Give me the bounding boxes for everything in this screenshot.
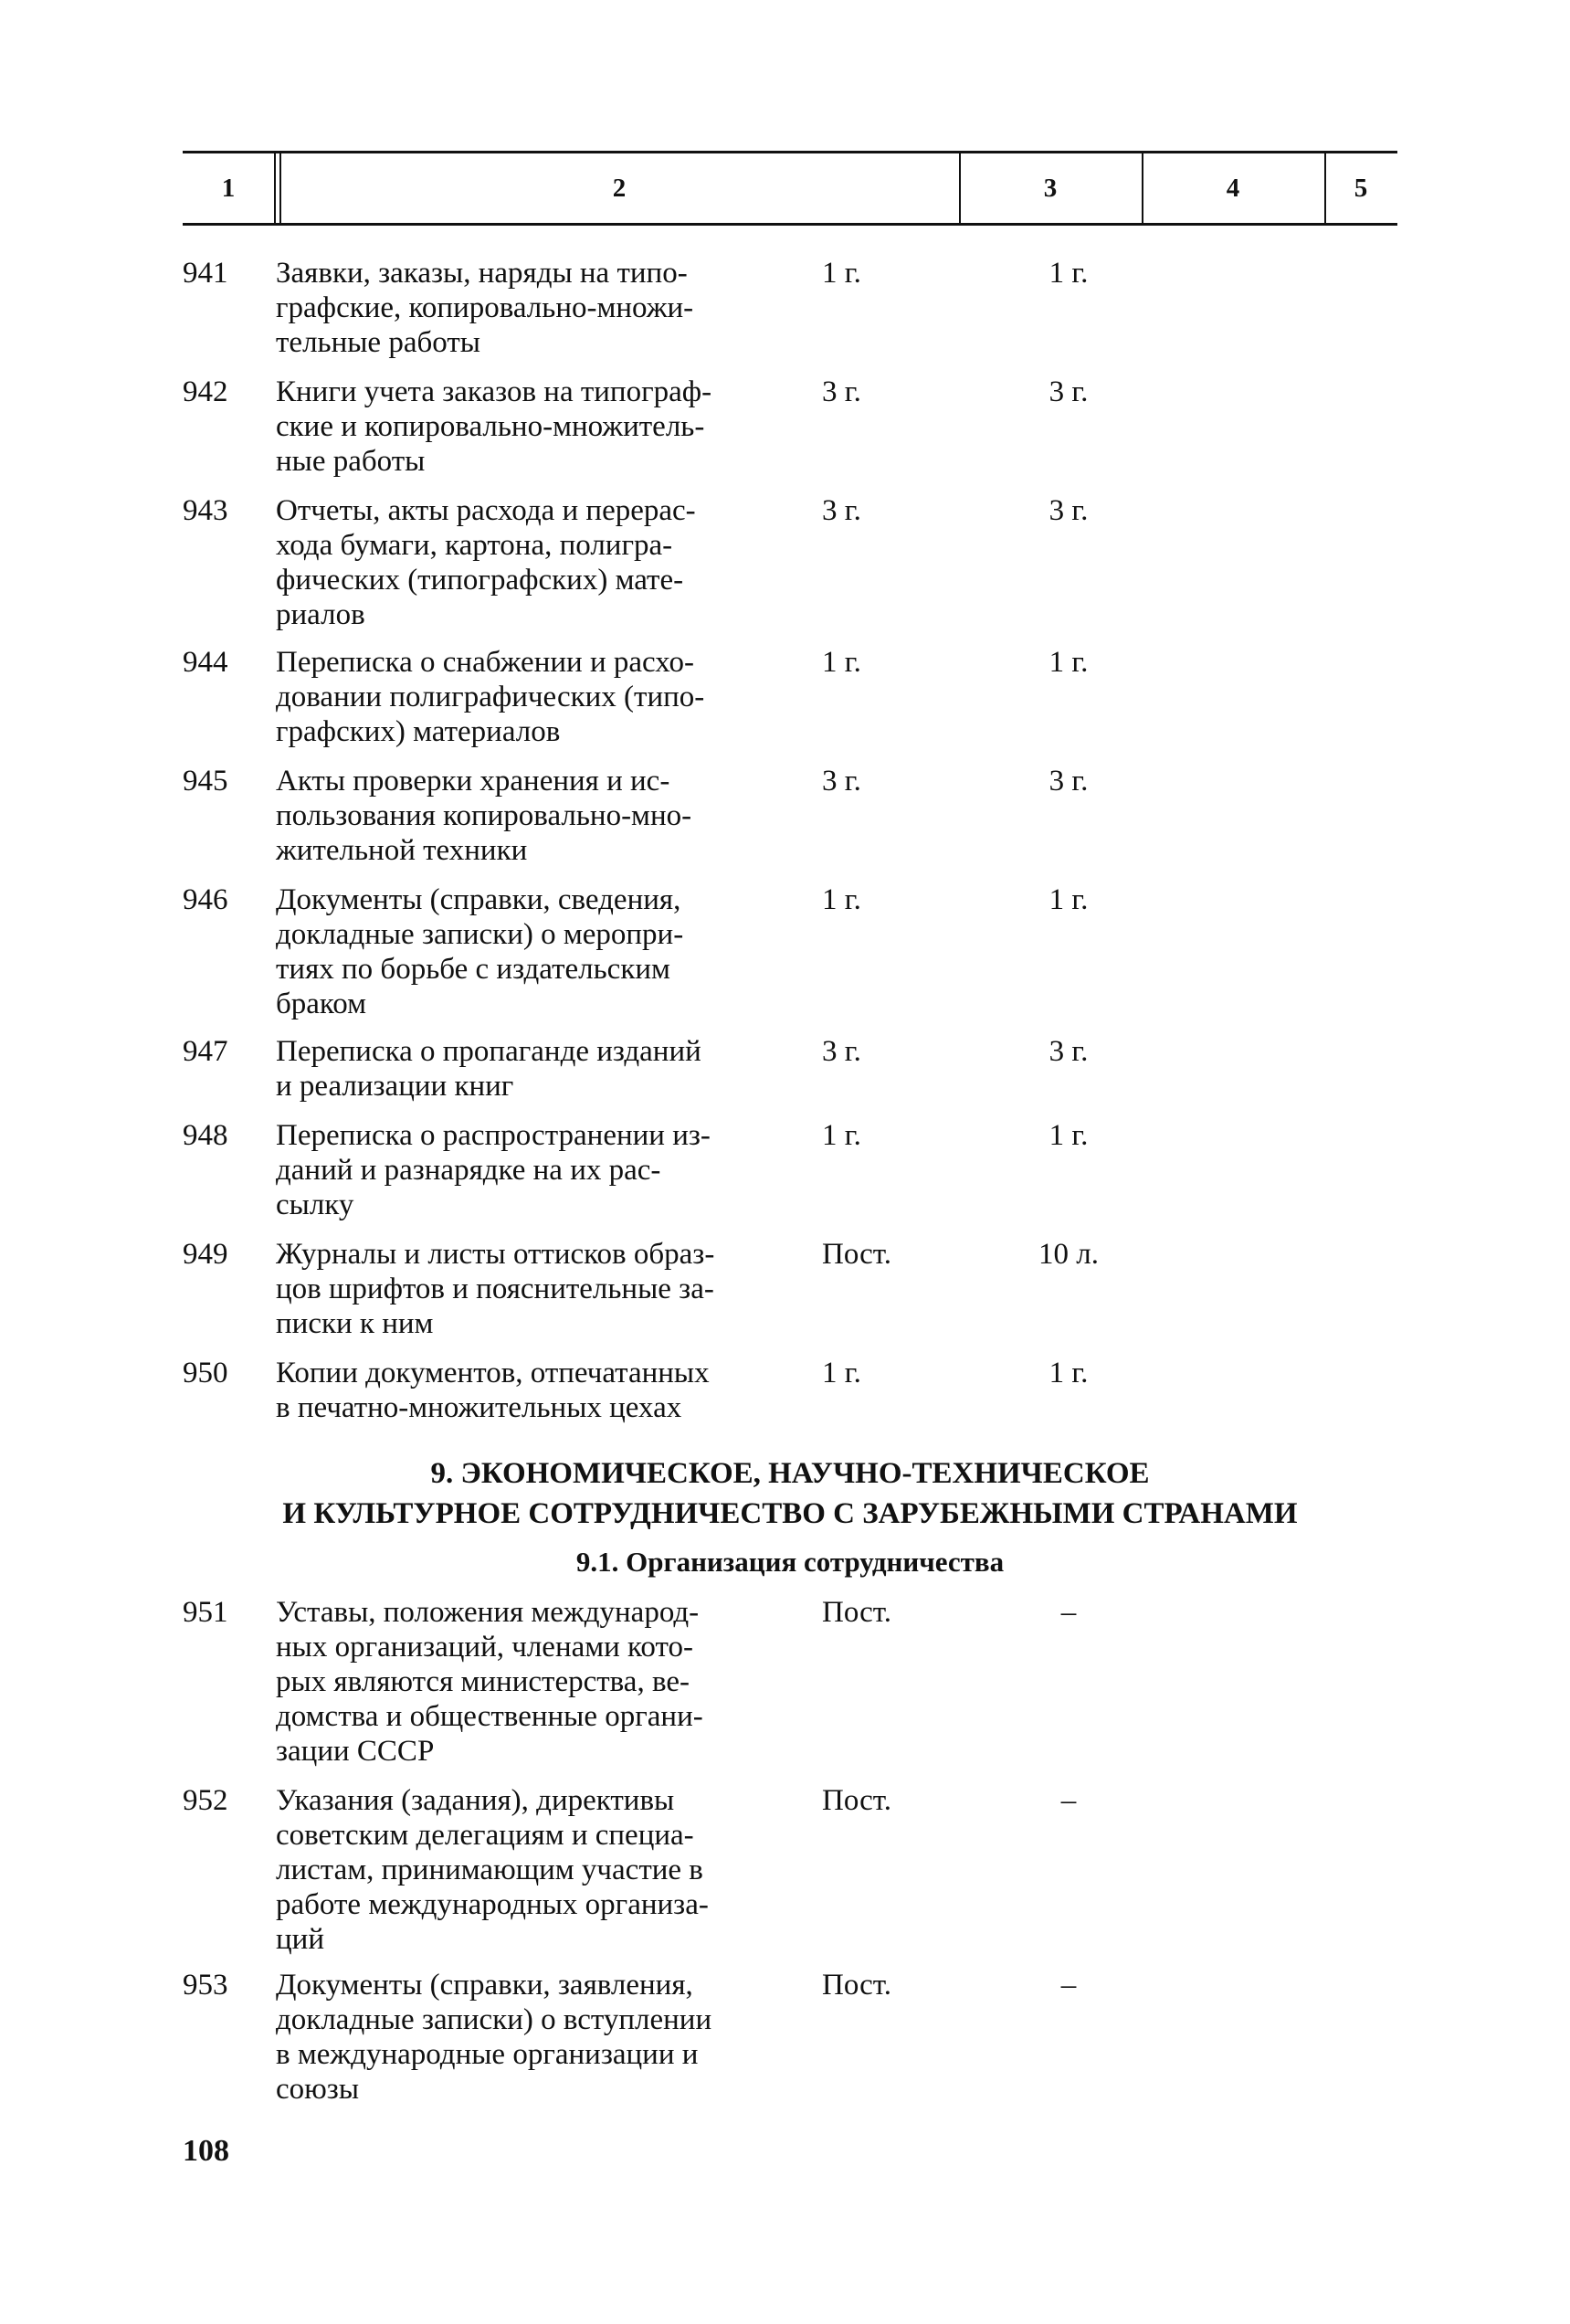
- row-number: 941: [183, 257, 228, 290]
- retention-period: 1 г.: [822, 646, 861, 679]
- description-line: браком: [276, 988, 367, 1020]
- row-number: 946: [183, 883, 228, 916]
- row-description: [276, 375, 787, 479]
- description-line: сылку: [276, 1188, 354, 1221]
- description-line: тельные работы: [276, 326, 480, 359]
- description-line: Копии документов, отпечатанных: [276, 1357, 710, 1389]
- row-number: 945: [183, 765, 228, 798]
- description-line: ные работы: [276, 445, 426, 478]
- retention-period-alt: –: [1060, 1969, 1077, 2002]
- description-line: Отчеты, акты расхода и перерас-: [276, 494, 696, 527]
- retention-period-alt: 1 г.: [1048, 1357, 1089, 1389]
- row-number: 952: [183, 1784, 228, 1817]
- retention-period-alt: 1 г.: [1048, 883, 1089, 916]
- description-line: советским делегациям и специа-: [276, 1819, 694, 1852]
- description-line: и реализации книг: [276, 1070, 514, 1103]
- description-line: в международные организации и: [276, 2038, 699, 2071]
- row-number: 951: [183, 1596, 228, 1629]
- description-line: ных организаций, членами кото-: [276, 1631, 693, 1664]
- section-title: И КУЛЬТУРНОЕ СОТРУДНИЧЕСТВО С ЗАРУБЕЖНЫМИ СТРАНАМИ: [282, 1497, 1298, 1530]
- row-description: [276, 1118, 787, 1222]
- section-title: 9. ЭКОНОМИЧЕСКОЕ, НАУЧНО-ТЕХНИЧЕСКОЕ: [430, 1457, 1150, 1490]
- row-number: 950: [183, 1357, 228, 1389]
- description-line: Переписка о распространении из-: [276, 1119, 711, 1152]
- row-description: [276, 882, 787, 1021]
- retention-period-alt: –: [1060, 1596, 1077, 1629]
- retention-period: 3 г.: [822, 1035, 861, 1068]
- description-line: пользования копировально-мно-: [276, 799, 692, 832]
- description-line: докладные записки) о меропри-: [276, 918, 684, 951]
- description-line: графских) материалов: [276, 715, 561, 748]
- description-line: писки к ним: [276, 1307, 434, 1340]
- header-divider: [274, 153, 276, 223]
- description-line: союзы: [276, 2073, 360, 2106]
- description-line: хода бумаги, картона, полигра-: [276, 529, 673, 562]
- row-number: 948: [183, 1119, 228, 1152]
- retention-period-alt: 3 г.: [1048, 494, 1089, 527]
- description-line: в печатно-множительных цехах: [276, 1391, 682, 1424]
- description-line: цов шрифтов и пояснительные за-: [276, 1273, 714, 1305]
- retention-period: Пост.: [822, 1238, 891, 1271]
- description-line: Указания (задания), директивы: [276, 1784, 675, 1817]
- row-description: [276, 1968, 787, 2107]
- description-line: рых являются министерства, ве-: [276, 1665, 690, 1698]
- description-line: Переписка о пропаганде изданий: [276, 1035, 701, 1068]
- description-line: Заявки, заказы, наряды на типо-: [276, 257, 688, 290]
- row-description: [276, 1783, 787, 1957]
- retention-period-alt: 1 г.: [1048, 257, 1089, 290]
- row-number: 947: [183, 1035, 228, 1068]
- description-line: докладные записки) о вступлении: [276, 2003, 712, 2036]
- page-number: 108: [183, 2134, 229, 2168]
- description-line: Журналы и листы оттисков образ-: [276, 1238, 715, 1271]
- description-line: домства и общественные органи-: [276, 1700, 703, 1733]
- row-description: [276, 764, 787, 868]
- description-line: зации СССР: [276, 1735, 435, 1768]
- row-number: 953: [183, 1969, 228, 2002]
- row-description: [276, 1595, 787, 1769]
- retention-period: 3 г.: [822, 494, 861, 527]
- retention-period-alt: 3 г.: [1048, 1035, 1089, 1068]
- retention-period-alt: –: [1060, 1784, 1077, 1817]
- retention-period-alt: 3 г.: [1048, 375, 1089, 408]
- description-line: Уставы, положения международ-: [276, 1596, 700, 1629]
- description-line: Документы (справки, сведения,: [276, 883, 681, 916]
- row-description: [276, 256, 787, 360]
- row-description: [276, 645, 787, 749]
- header-col-2: 2: [612, 174, 627, 203]
- description-line: Акты проверки хранения и ис-: [276, 765, 670, 798]
- description-line: Переписка о снабжении и расхо-: [276, 646, 694, 679]
- retention-period-alt: 1 г.: [1048, 646, 1089, 679]
- header-col-4: 4: [1226, 174, 1240, 203]
- description-line: тиях по борьбе с издательским: [276, 953, 670, 986]
- retention-period: 3 г.: [822, 765, 861, 798]
- row-description: [276, 1356, 787, 1425]
- description-line: даний и разнарядке на их рас-: [276, 1154, 661, 1187]
- subsection-title: 9.1. Организация сотрудничества: [575, 1546, 1005, 1578]
- row-description: [276, 493, 787, 632]
- row-number: 944: [183, 646, 228, 679]
- description-line: Документы (справки, заявления,: [276, 1969, 693, 2002]
- description-line: риалов: [276, 598, 365, 631]
- row-description: [276, 1034, 787, 1104]
- description-line: работе международных организа-: [276, 1888, 709, 1921]
- row-description: [276, 1237, 787, 1341]
- row-number: 942: [183, 375, 228, 408]
- row-number: 949: [183, 1238, 228, 1271]
- header-col-5: 5: [1354, 174, 1368, 203]
- retention-period: 1 г.: [822, 883, 861, 916]
- description-line: жительной техники: [276, 834, 528, 867]
- header-col-1: 1: [221, 174, 236, 203]
- description-line: фических (типографских) мате-: [276, 564, 684, 597]
- retention-period-alt: 10 л.: [1038, 1238, 1099, 1271]
- retention-period: Пост.: [822, 1596, 891, 1629]
- retention-period: Пост.: [822, 1784, 891, 1817]
- retention-period: 1 г.: [822, 1357, 861, 1389]
- row-number: 943: [183, 494, 228, 527]
- description-line: графские, копировально-множи-: [276, 291, 694, 324]
- description-line: Книги учета заказов на типограф-: [276, 375, 712, 408]
- retention-period-alt: 3 г.: [1048, 765, 1089, 798]
- retention-period: Пост.: [822, 1969, 891, 2002]
- retention-period-alt: 1 г.: [1048, 1119, 1089, 1152]
- retention-period: 1 г.: [822, 1119, 861, 1152]
- retention-period: 3 г.: [822, 375, 861, 408]
- description-line: ций: [276, 1923, 324, 1956]
- description-line: довании полиграфических (типо-: [276, 681, 705, 713]
- header-col-3: 3: [1043, 174, 1058, 203]
- table-header: [183, 151, 1397, 226]
- retention-period: 1 г.: [822, 257, 861, 290]
- description-line: листам, принимающим участие в: [276, 1854, 703, 1886]
- description-line: ские и копировально-множитель-: [276, 410, 705, 443]
